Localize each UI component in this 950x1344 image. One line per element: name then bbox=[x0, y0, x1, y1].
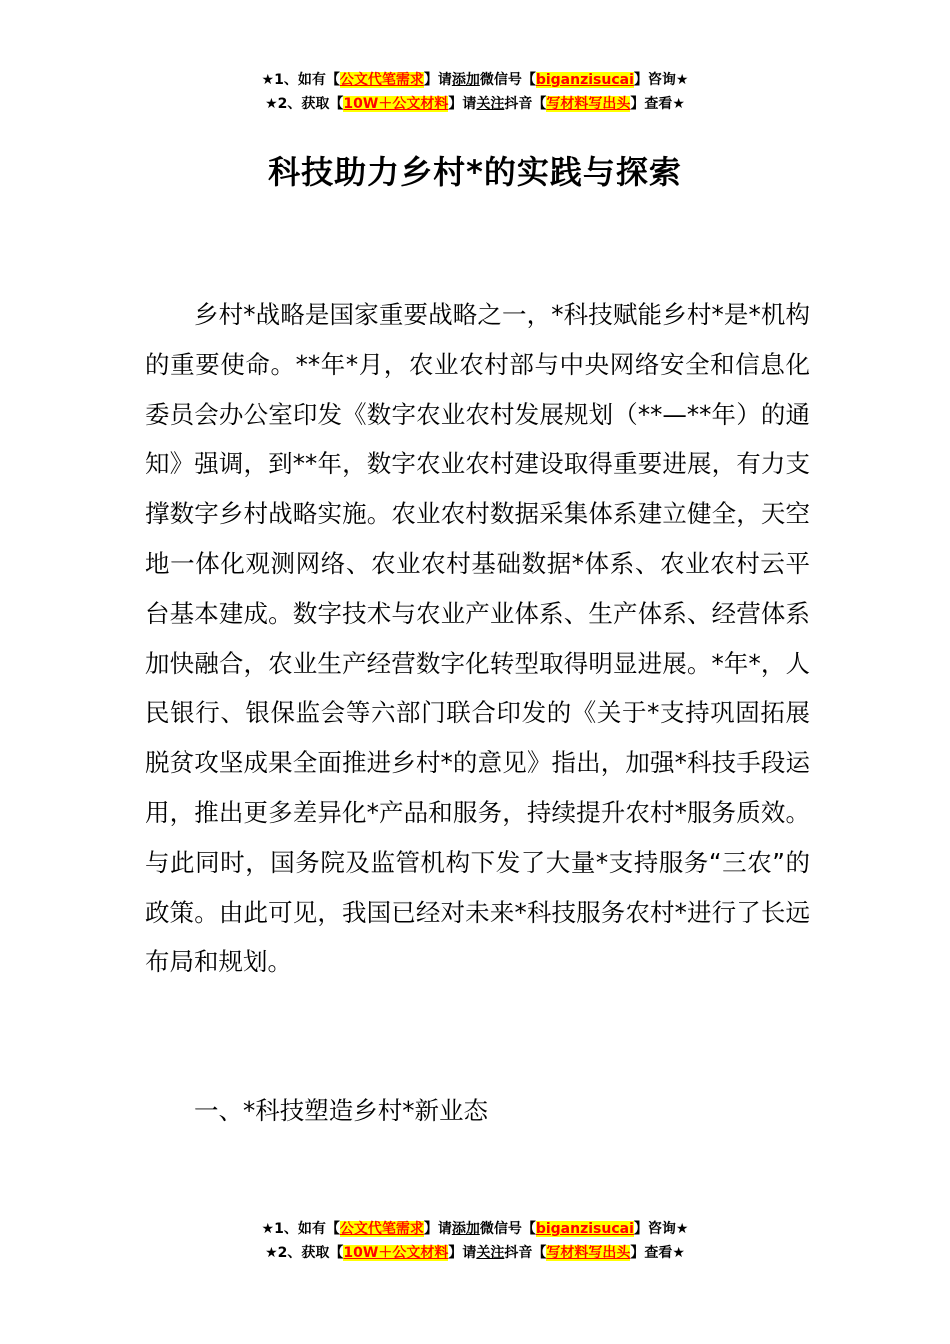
promo-highlight-materials: 10W＋公文材料 bbox=[343, 1245, 449, 1261]
promo-highlight-service: 公文代笔需求 bbox=[339, 72, 424, 88]
promo-line-2: ★2、获取【10W＋公文材料】请关注抖音【写材料写出头】查看★ bbox=[265, 1245, 685, 1261]
header-promo-banner bbox=[0, 68, 950, 116]
promo-highlight-wechat-id: biganzisucai bbox=[535, 1221, 634, 1237]
body-paragraph-1: 乡村*战略是国家重要战略之一，*科技赋能乡村*是*机构的重要使命。**年*月，农业农村部与中央网络安全和信息化委员会办公室印发《数字农业农村发展规划（**—**年）的通知》强调，到**年，数字农业农村建设取得重要进展，有力支撑数字乡村战略实施。农业农村数据采集体系建立健全，天空地一体化观测网络、农业农村基础数据*体系、农业农村云平台基本建成。数字技术与农业产业体系、生产体系、经营体系加快融合，农业生产经营数字化转型取得明显进展。*年*，人民银行、银保监会等六部门联合印发的《关于*支持巩固拓展脱贫攻坚成果全面推进乡村*的意见》指出，加强*科技手段运用，推出更多差异化*产品和服务，持续提升农村*服务质效。与此同时，国务院及监管机构下发了大量*支持服务“三农”的政策。由此可见，我国已经对未来*科技服务农村*进行了长远布局和规划。 bbox=[145, 300, 810, 977]
promo-highlight-douyin: 写材料写出头 bbox=[546, 96, 631, 112]
promo-line-2: ★2、获取【10W＋公文材料】请关注抖音【写材料写出头】查看★ bbox=[265, 96, 685, 112]
promo-line-1: ★1、如有【公文代笔需求】请添加微信号【biganzisucai】咨询★ bbox=[261, 72, 689, 88]
promo-highlight-service: 公文代笔需求 bbox=[339, 1221, 424, 1237]
footer-promo-banner bbox=[0, 1217, 950, 1265]
section-heading-1: 一、*科技塑造乡村*新业态 bbox=[194, 1096, 488, 1125]
promo-highlight-wechat-id: biganzisucai bbox=[535, 72, 634, 88]
promo-highlight-materials: 10W＋公文材料 bbox=[343, 96, 449, 112]
document-title: 科技助力乡村*的实践与探索 bbox=[268, 153, 682, 191]
promo-highlight-douyin: 写材料写出头 bbox=[546, 1245, 631, 1261]
promo-line-1: ★1、如有【公文代笔需求】请添加微信号【biganzisucai】咨询★ bbox=[261, 1221, 689, 1237]
